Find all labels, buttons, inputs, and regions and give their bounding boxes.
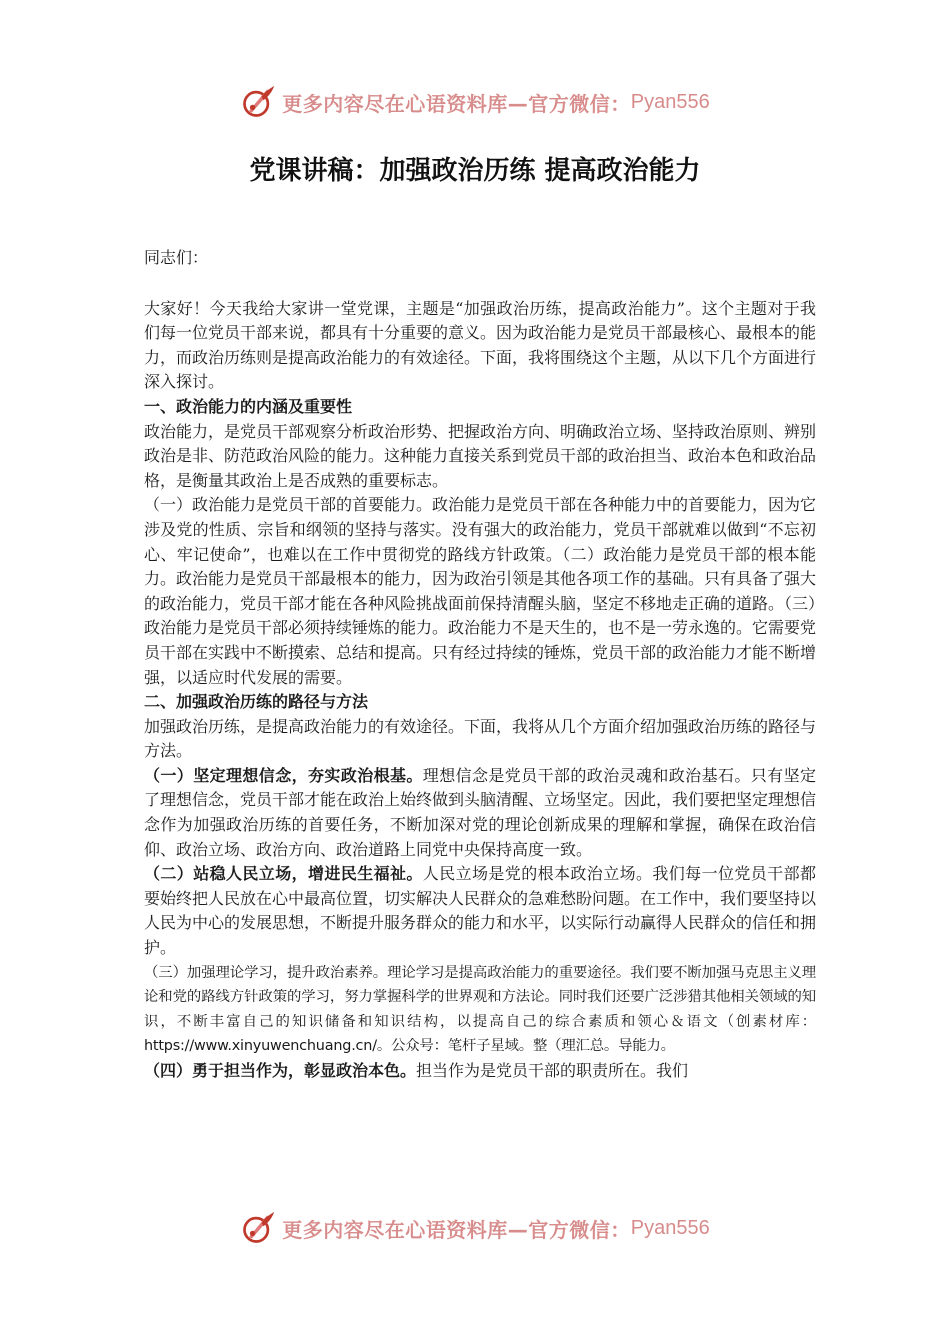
section-2-item-2 [144,862,816,960]
document-title: 党课讲稿：加强政治历练 提高政治能力 [249,156,701,186]
watermark-wechat-id-bottom: Pyan556 [630,1216,710,1239]
section-2-intro: 加强政治历练，是提高政治能力的有效途径。下面，我将从几个方面介绍加强政治历练的路径与方法。 [144,716,817,761]
document-body [144,246,816,1084]
item-2-body: 人民立场是党的根本政治立场。我们每一位党员干部都要始终把人民放在心中最高位置，切实解决人民群众的急难愁盼问题。在工作中，我们要坚持以人民为中心的发展思想，不断提升服务群众的能力和水平，以实际行动赢得人民群众的信任和拥护。 [144,864,817,958]
section-2-item-3: （三）加强理论学习，提升政治素养。理论学习是提高政治能力的重要途径。我们要不断加强马克思主义理论和党的路线方针政策的学习，努力掌握科学的世界观和方法论。同时我们还要广泛涉猎其他相关领域的知识，不断丰富自己的知识储备和知识结构，以提高自己的综合素质和领心＆语文（创素材库：https://www.xinyuwenchuang.cn/。公众号：笔杆子星域。整（理汇总。导能力。 [144,964,816,1055]
section-2-item-1 [144,764,816,862]
section-2-heading: 二、加强政治历练的路径与方法 [144,692,369,712]
section-2-item-4 [144,1059,816,1084]
watermark-wechat-id: Pyan556 [630,90,710,113]
quill-logo-icon [240,84,276,120]
item-1-lead: （一）坚定理想信念，夯实政治根基。 [144,765,423,785]
section-1-heading: 一、政治能力的内涵及重要性 [144,396,353,416]
greeting: 同志们： [144,248,209,267]
watermark-banner-top [0,80,950,124]
section-1-paragraph-2: （一）政治能力是党员干部的首要能力。政治能力是党员干部在各种能力中的首要能力，因为它涉及党的性质、宗旨和纲领的坚持与落实。没有强大的政治能力，党员干部就难以做到“不忘初心、牢记使命”，也难以在工作中贯彻党的路线方针政策。（二）政治能力是党员干部的根本能力。政治能力是党员干部最根本的能力，因为政治引领是其他各项工作的基础。只有具备了强大的政治能力，党员干部才能在各种风险挑战面前保持清醒头脑，坚定不移地走正确的道路。（三）政治能力是党员干部必须持续锤炼的能力。政治能力不是天生的，也不是一劳永逸的。它需要党员干部在实践中不断摸索、总结和提高。只有经过持续的锤炼，党员干部的政治能力才能不断增强，以适应时代发展的需要。 [144,495,817,687]
intro-paragraph: 大家好！今天我给大家讲一堂党课，主题是“加强政治历练，提高政治能力”。这个主题对于我们每一位党员干部来说，都具有十分重要的意义。因为政治能力是党员干部最核心、最根本的能力，而政治历练则是提高政治能力的有效途径。下面，我将围绕这个主题，从以下几个方面进行深入探讨。 [144,298,817,392]
watermark-text: 更多内容尽在心语资料库—官方微信： [282,91,631,116]
item-4-lead: （四）勇于担当作为，彰显政治本色。 [144,1061,417,1080]
watermark-text-bottom: 更多内容尽在心语资料库—官方微信： [282,1217,631,1242]
item-1-body: 理想信念是党员干部的政治灵魂和政治基石。只有坚定了理想信念，党员干部才能在政治上始终做到头脑清醒、立场坚定。因此，我们要把坚定理想信念作为加强政治历练的首要任务，不断加深对党的理论创新成果的理解和掌握，确保在政治信仰、政治立场、政治方向、政治道路上同党中央保持高度一致。 [144,765,817,859]
watermark-banner-bottom [0,1206,950,1250]
item-4-body: 担当作为是党员干部的职责所在。我们 [416,1061,689,1080]
quill-logo-icon [240,1210,276,1246]
section-1-paragraph-1: 政治能力，是党员干部观察分析政治形势、把握政治方向、明确政治立场、坚持政治原则、辨别政治是非、防范政治风险的能力。这种能力直接关系到党员干部的政治担当、政治本色和政治品格，是衡量其政治上是否成熟的重要标志。 [144,421,817,490]
item-2-lead: （二）站稳人民立场，增进民生福祉。 [144,864,423,884]
